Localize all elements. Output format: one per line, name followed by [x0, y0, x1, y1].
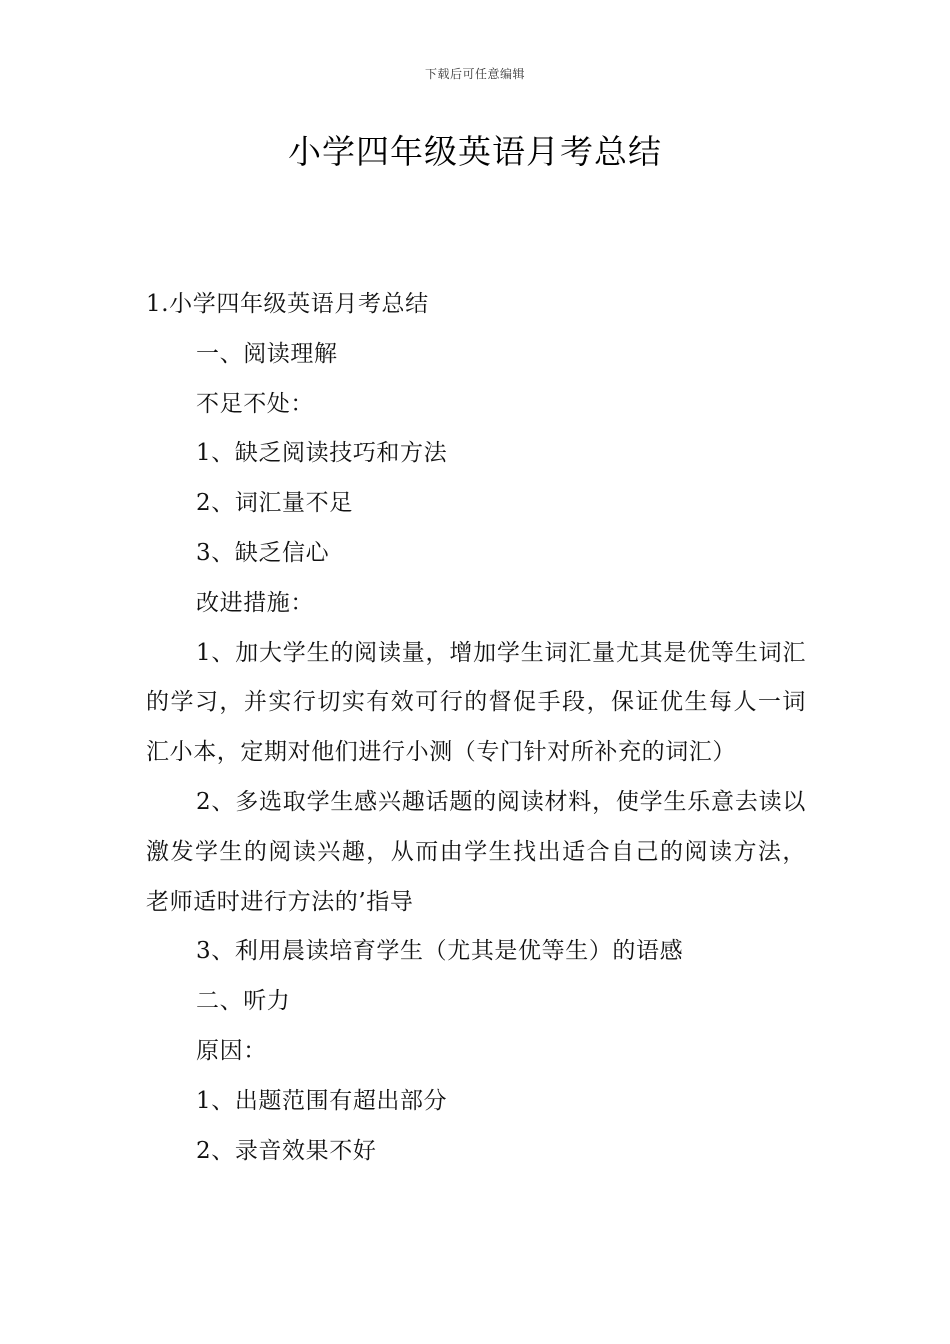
document-body — [146, 280, 806, 1176]
paragraph-reading-heading: 一、阅读理解 — [196, 340, 338, 367]
paragraph-cause-1: 1、出题范围有超出部分 — [196, 1087, 448, 1114]
paragraph-listening-heading: 二、听力 — [196, 988, 291, 1015]
paragraph-measures-label: 改进措施： — [196, 589, 314, 616]
paragraph-measure-3: 3、利用晨读培育学生（尤其是优等生）的语感 — [196, 938, 684, 965]
paragraph-shortcoming-3: 3、缺乏信心 — [196, 539, 330, 566]
paragraph-measure-1: 1、加大学生的阅读量，增加学生词汇量尤其是优等生词汇的学习，并实行切实有效可行的督促手段，保证优生每人一词汇小本，定期对他们进行小测（专门针对所补充的词汇） — [146, 639, 806, 766]
paragraph-section-heading: 1.小学四年级英语月考总结 — [146, 291, 429, 317]
document-title: 小学四年级英语月考总结 — [288, 132, 662, 171]
paragraph-measure-2: 2、多选取学生感兴趣话题的阅读材料，使学生乐意去读以激发学生的阅读兴趣，从而由学生找出适合自己的阅读方法，老师适时进行方法的’指导 — [146, 788, 806, 915]
paragraph-shortcoming-2: 2、词汇量不足 — [196, 490, 353, 517]
paragraph-cause-2: 2、录音效果不好 — [196, 1137, 377, 1164]
paragraph-causes-label: 原因： — [196, 1037, 267, 1064]
paragraph-shortcoming-1: 1、缺乏阅读技巧和方法 — [196, 440, 448, 467]
paragraph-shortcomings-label: 不足不处： — [196, 390, 314, 417]
header-note: 下载后可任意编辑 — [424, 67, 525, 81]
